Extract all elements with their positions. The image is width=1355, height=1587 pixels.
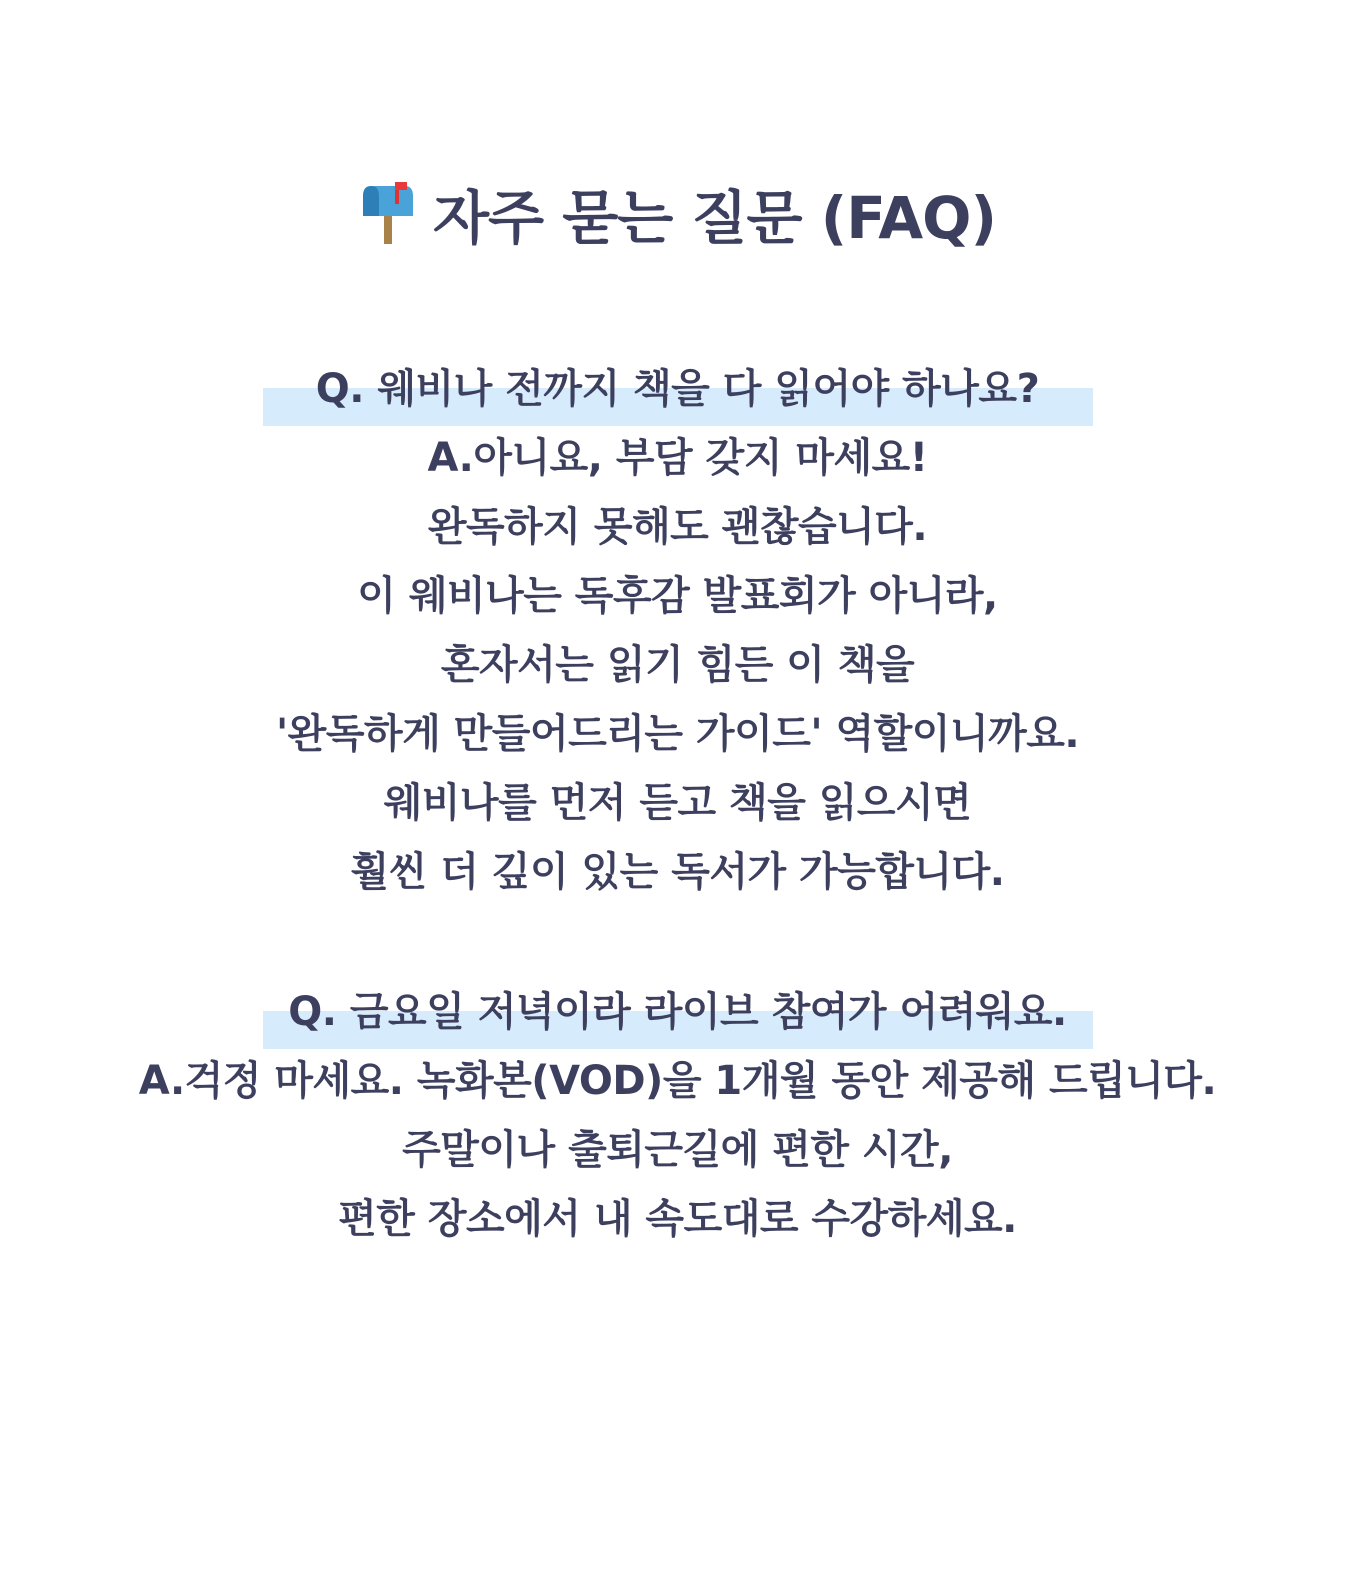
faq-answer-line: 편한 장소에서 내 속도대로 수강하세요. — [338, 1196, 1017, 1242]
page-title — [0, 178, 1355, 258]
question-highlight: Q. 금요일 저녁이라 라이브 참여가 어려워요. — [263, 978, 1093, 1047]
faq-answer-line: A.아니요, 부담 갖지 마세요! — [427, 435, 928, 481]
faq-answer-line: '완독하게 만들어드리는 가이드' 역할이니까요. — [275, 711, 1080, 757]
page-title-text: 자주 묻는 질문 (FAQ) — [433, 184, 996, 252]
faq-answer-line: A.걱정 마세요. 녹화본(VOD)을 1개월 동안 제공해 드립니다. — [138, 1058, 1217, 1104]
faq-item-1 — [0, 355, 1355, 907]
faq-answer-line: 완독하지 못해도 괜찮습니다. — [427, 504, 928, 550]
mailbox-icon — [359, 182, 417, 244]
faq-answer-line: 이 웨비나는 독후감 발표회가 아니라, — [357, 573, 998, 619]
faq-answer-line: 혼자서는 읽기 힘든 이 책을 — [440, 642, 915, 688]
faq-answer-line: 웨비나를 먼저 듣고 책을 읽으시면 — [383, 780, 972, 826]
faq-answer-line: 주말이나 출퇴근길에 편한 시간, — [402, 1127, 953, 1173]
faq-question — [0, 355, 1355, 424]
faq-item-2 — [0, 978, 1355, 1254]
question-highlight: Q. 웨비나 전까지 책을 다 읽어야 하나요? — [263, 355, 1093, 424]
faq-question — [0, 978, 1355, 1047]
faq-answer-line: 훨씬 더 깊이 있는 독서가 가능합니다. — [350, 849, 1005, 895]
